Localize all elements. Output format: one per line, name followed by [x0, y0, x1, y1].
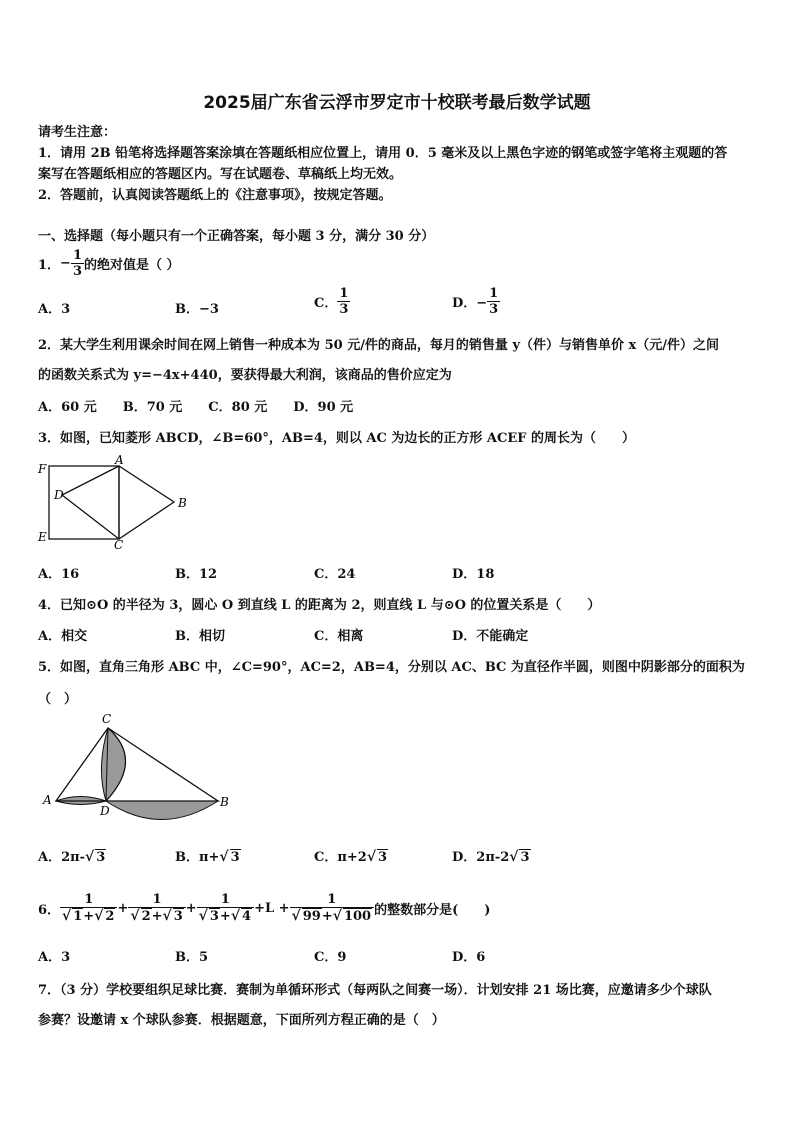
- q4-option-b: B．相切: [175, 629, 225, 644]
- q2-line-2: 的函数关系式为 y=−4x+440，要获得最大利润，该商品的售价应定为: [38, 368, 452, 383]
- notice-line-1: 1．请用 2B 铅笔将选择题答案涂填在答题纸相应位置上，请用 0．5 毫米及以上黑色字迹的钢笔或签字笔将主观题的答: [38, 146, 728, 161]
- q3-figure: [34, 452, 194, 552]
- square-acef: [49, 466, 119, 539]
- label-f: F: [38, 462, 47, 476]
- q5-option-a-text: A．2π-: [38, 850, 86, 865]
- label-a: A: [115, 453, 124, 467]
- q1-option-c-label: C．: [314, 296, 338, 311]
- q5-line-1: 5．如图，直角三角形 ABC 中，∠C=90°，AC=2，AB=4，分别以 AC、BC 为直径作半圆，则图中阴影部分的面积为: [38, 660, 745, 675]
- q5-figure: [36, 708, 246, 820]
- q5-option-d: D．2π-2√ 3: [452, 849, 530, 865]
- q6-option-d: D．6: [452, 950, 486, 965]
- q1-option-b: B．−3: [175, 302, 219, 317]
- q6-term-3: $\frac{1}{√ 3+√ 4}$: [197, 892, 254, 924]
- q5-option-d-radicand: 3: [520, 850, 530, 865]
- q1-fraction: [71, 248, 84, 279]
- q5-option-b-radicand: 3: [230, 850, 240, 865]
- label-c: C: [102, 712, 112, 726]
- q6-ellipsis: +L +: [254, 900, 290, 916]
- label-b: B: [178, 496, 187, 510]
- rhombus-abcd: [62, 466, 174, 539]
- q1-option-d-label: D．−: [452, 296, 488, 311]
- q5-option-b-text: B．π+: [175, 850, 220, 865]
- label-d: D: [54, 488, 64, 502]
- q3-option-a: A．16: [38, 567, 80, 582]
- q5-option-c: C．π+2√ 3: [314, 849, 388, 865]
- q3-text: 3．如图，已知菱形 ABCD，∠B=60°，AB=4，则以 AC 为边长的正方形 ACEF 的周长为（ ）: [38, 431, 635, 446]
- q1-option-d: [452, 286, 500, 317]
- label-e: E: [38, 530, 47, 544]
- q5-option-a: A．2π-√ 3: [38, 849, 106, 865]
- q6-option-c: C．9: [314, 950, 347, 965]
- question-1: [38, 245, 180, 281]
- notice-line-2: 2．答题前，认真阅读答题纸上的《注意事项》，按规定答题。: [38, 188, 392, 203]
- section-heading: 一、选择题（每小题只有一个正确答案，每小题 3 分，满分 30 分）: [38, 229, 435, 244]
- q5-option-b: B．π+√ 3: [175, 849, 240, 865]
- page-title: 2025届广东省云浮市罗定市十校联考最后数学试题: [203, 93, 591, 113]
- q2-line-1: 2．某大学生利用课余时间在网上销售一种成本为 50 元/件的商品，每月的销售量 y（件）与销售单价 x（元/件）之间: [38, 338, 720, 353]
- q1-number: 1．: [38, 257, 61, 273]
- q1-text: 的绝对值是（ ）: [84, 257, 180, 273]
- q1-minus: −: [60, 255, 71, 271]
- q3-option-b: B．12: [175, 567, 218, 582]
- label-a: A: [43, 793, 52, 807]
- q4-option-c: C．相离: [314, 629, 364, 644]
- q5-option-c-radicand: 3: [378, 850, 388, 865]
- q1-option-c-numerator: 1: [339, 286, 349, 301]
- question-6: 6． $\frac{1}{√ 1+√ 2}$ + $\frac{1}{√ 2+√ 3}$ + $\frac{1}{√ 3+√ 4}$ +L + $\frac{1}{√ 99+√ 100}$ 的整数部分是( ): [38, 892, 491, 924]
- q1-option-c: [314, 286, 350, 317]
- q6-term-1: $\frac{1}{√ 1+√ 2}$: [60, 892, 117, 924]
- q2-options: A．60 元 B．70 元 C．80 元 D．90 元: [38, 400, 354, 415]
- q5-option-c-text: C．π+2: [314, 850, 367, 865]
- q1-option-d-denominator: 3: [489, 302, 499, 317]
- notice-line-1b: 案写在答题纸相应的答题区内。写在试题卷、草稿纸上均无效。: [38, 167, 403, 182]
- q6-term-last: $\frac{1}{√ 99+√ 100}$: [290, 892, 375, 924]
- q7-line-1: 7．（3 分）学校要组织足球比赛．赛制为单循环形式（每两队之间赛一场）．计划安排 21 场比赛，应邀请多少个球队: [38, 983, 712, 998]
- q5-line-2: （ ）: [38, 692, 78, 707]
- q5-option-a-radicand: 3: [96, 850, 106, 865]
- label-b: B: [220, 795, 229, 809]
- q4-option-d: D．不能确定: [452, 629, 529, 644]
- q6-number: 6．: [38, 902, 61, 918]
- q1-option-c-denominator: 3: [339, 302, 349, 317]
- q6-option-a: A．3: [38, 950, 71, 965]
- label-d: D: [100, 804, 110, 818]
- q6-term-2: $\frac{1}{√ 2+√ 3}$: [128, 892, 185, 924]
- q5-option-d-text: D．2π-2: [452, 850, 510, 865]
- q6-text: 的整数部分是( ): [374, 902, 491, 918]
- q3-option-c: C．24: [314, 567, 356, 582]
- notice-heading: 请考生注意：: [38, 125, 117, 140]
- q1-fraction-numerator: 1: [72, 247, 82, 263]
- label-c: C: [114, 538, 124, 552]
- q4-text: 4．已知⊙O 的半径为 3，圆心 O 到直线 L 的距离为 2，则直线 L 与⊙O 的位置关系是（ ）: [38, 598, 601, 613]
- q1-fraction-denominator: 3: [72, 263, 82, 279]
- q7-line-2: 参赛？设邀请 x 个球队参赛．根据题意，下面所列方程正确的是（ ）: [38, 1013, 445, 1028]
- q4-option-a: A．相交: [38, 629, 88, 644]
- q1-option-d-numerator: 1: [489, 286, 499, 301]
- q6-option-b: B．5: [175, 950, 209, 965]
- q1-option-a: A．3: [38, 302, 71, 317]
- q3-option-d: D．18: [452, 567, 495, 582]
